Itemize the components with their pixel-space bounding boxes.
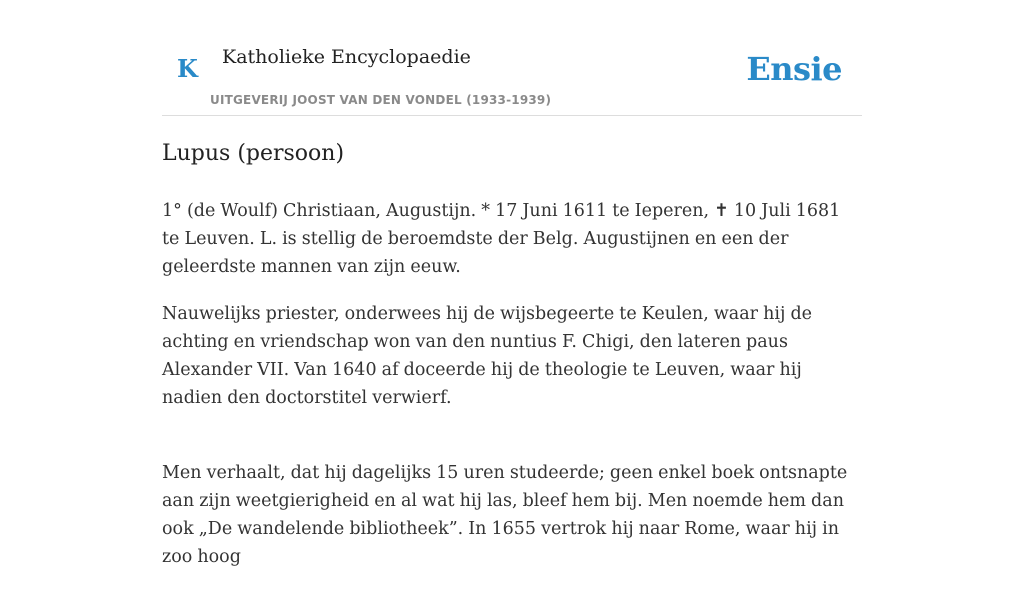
publisher-label: UITGEVERIJ JOOST VAN DEN VONDEL (1933-1939)	[210, 93, 552, 107]
article-title: Lupus (persoon)	[162, 141, 345, 166]
site-header	[162, 30, 862, 116]
article-paragraph: Nauwelijks priester, onderwees hij de wijsbegeerte te Keulen, waar hij de achting en vriendschap won van den nuntius F. Chigi, den lateren paus Alexander VII. Van 1640 af doceerde hij de theologie te Leuven, waar hij nadien den doctorstitel verwierf.	[162, 304, 813, 408]
article	[162, 136, 862, 590]
book-title[interactable]: Katholieke Encyclopaedie	[222, 46, 471, 68]
article-paragraph: 1° (de Woulf) Christiaan, Augustijn. * 17 Juni 1611 te Ieperen, ✝ 10 Juli 1681 te Leuven. L. is stellig de beroemdste der Belg. Augustijnen en een der geleerdste mannen van zijn eeuw.	[162, 201, 841, 277]
ensie-logo[interactable]: Ensie	[746, 50, 842, 88]
article-paragraph: Men verhaalt, dat hij dagelijks 15 uren studeerde; geen enkel boek ontsnapte aan zijn weetgierigheid en al wat hij las, bleef hem bij. Men noemde hem dan ook „De wandelende bibliotheek”. In 1655 vertrok hij naar Rome, waar hij in zoo hoog	[162, 463, 848, 567]
book-logo[interactable]: K	[177, 54, 198, 83]
